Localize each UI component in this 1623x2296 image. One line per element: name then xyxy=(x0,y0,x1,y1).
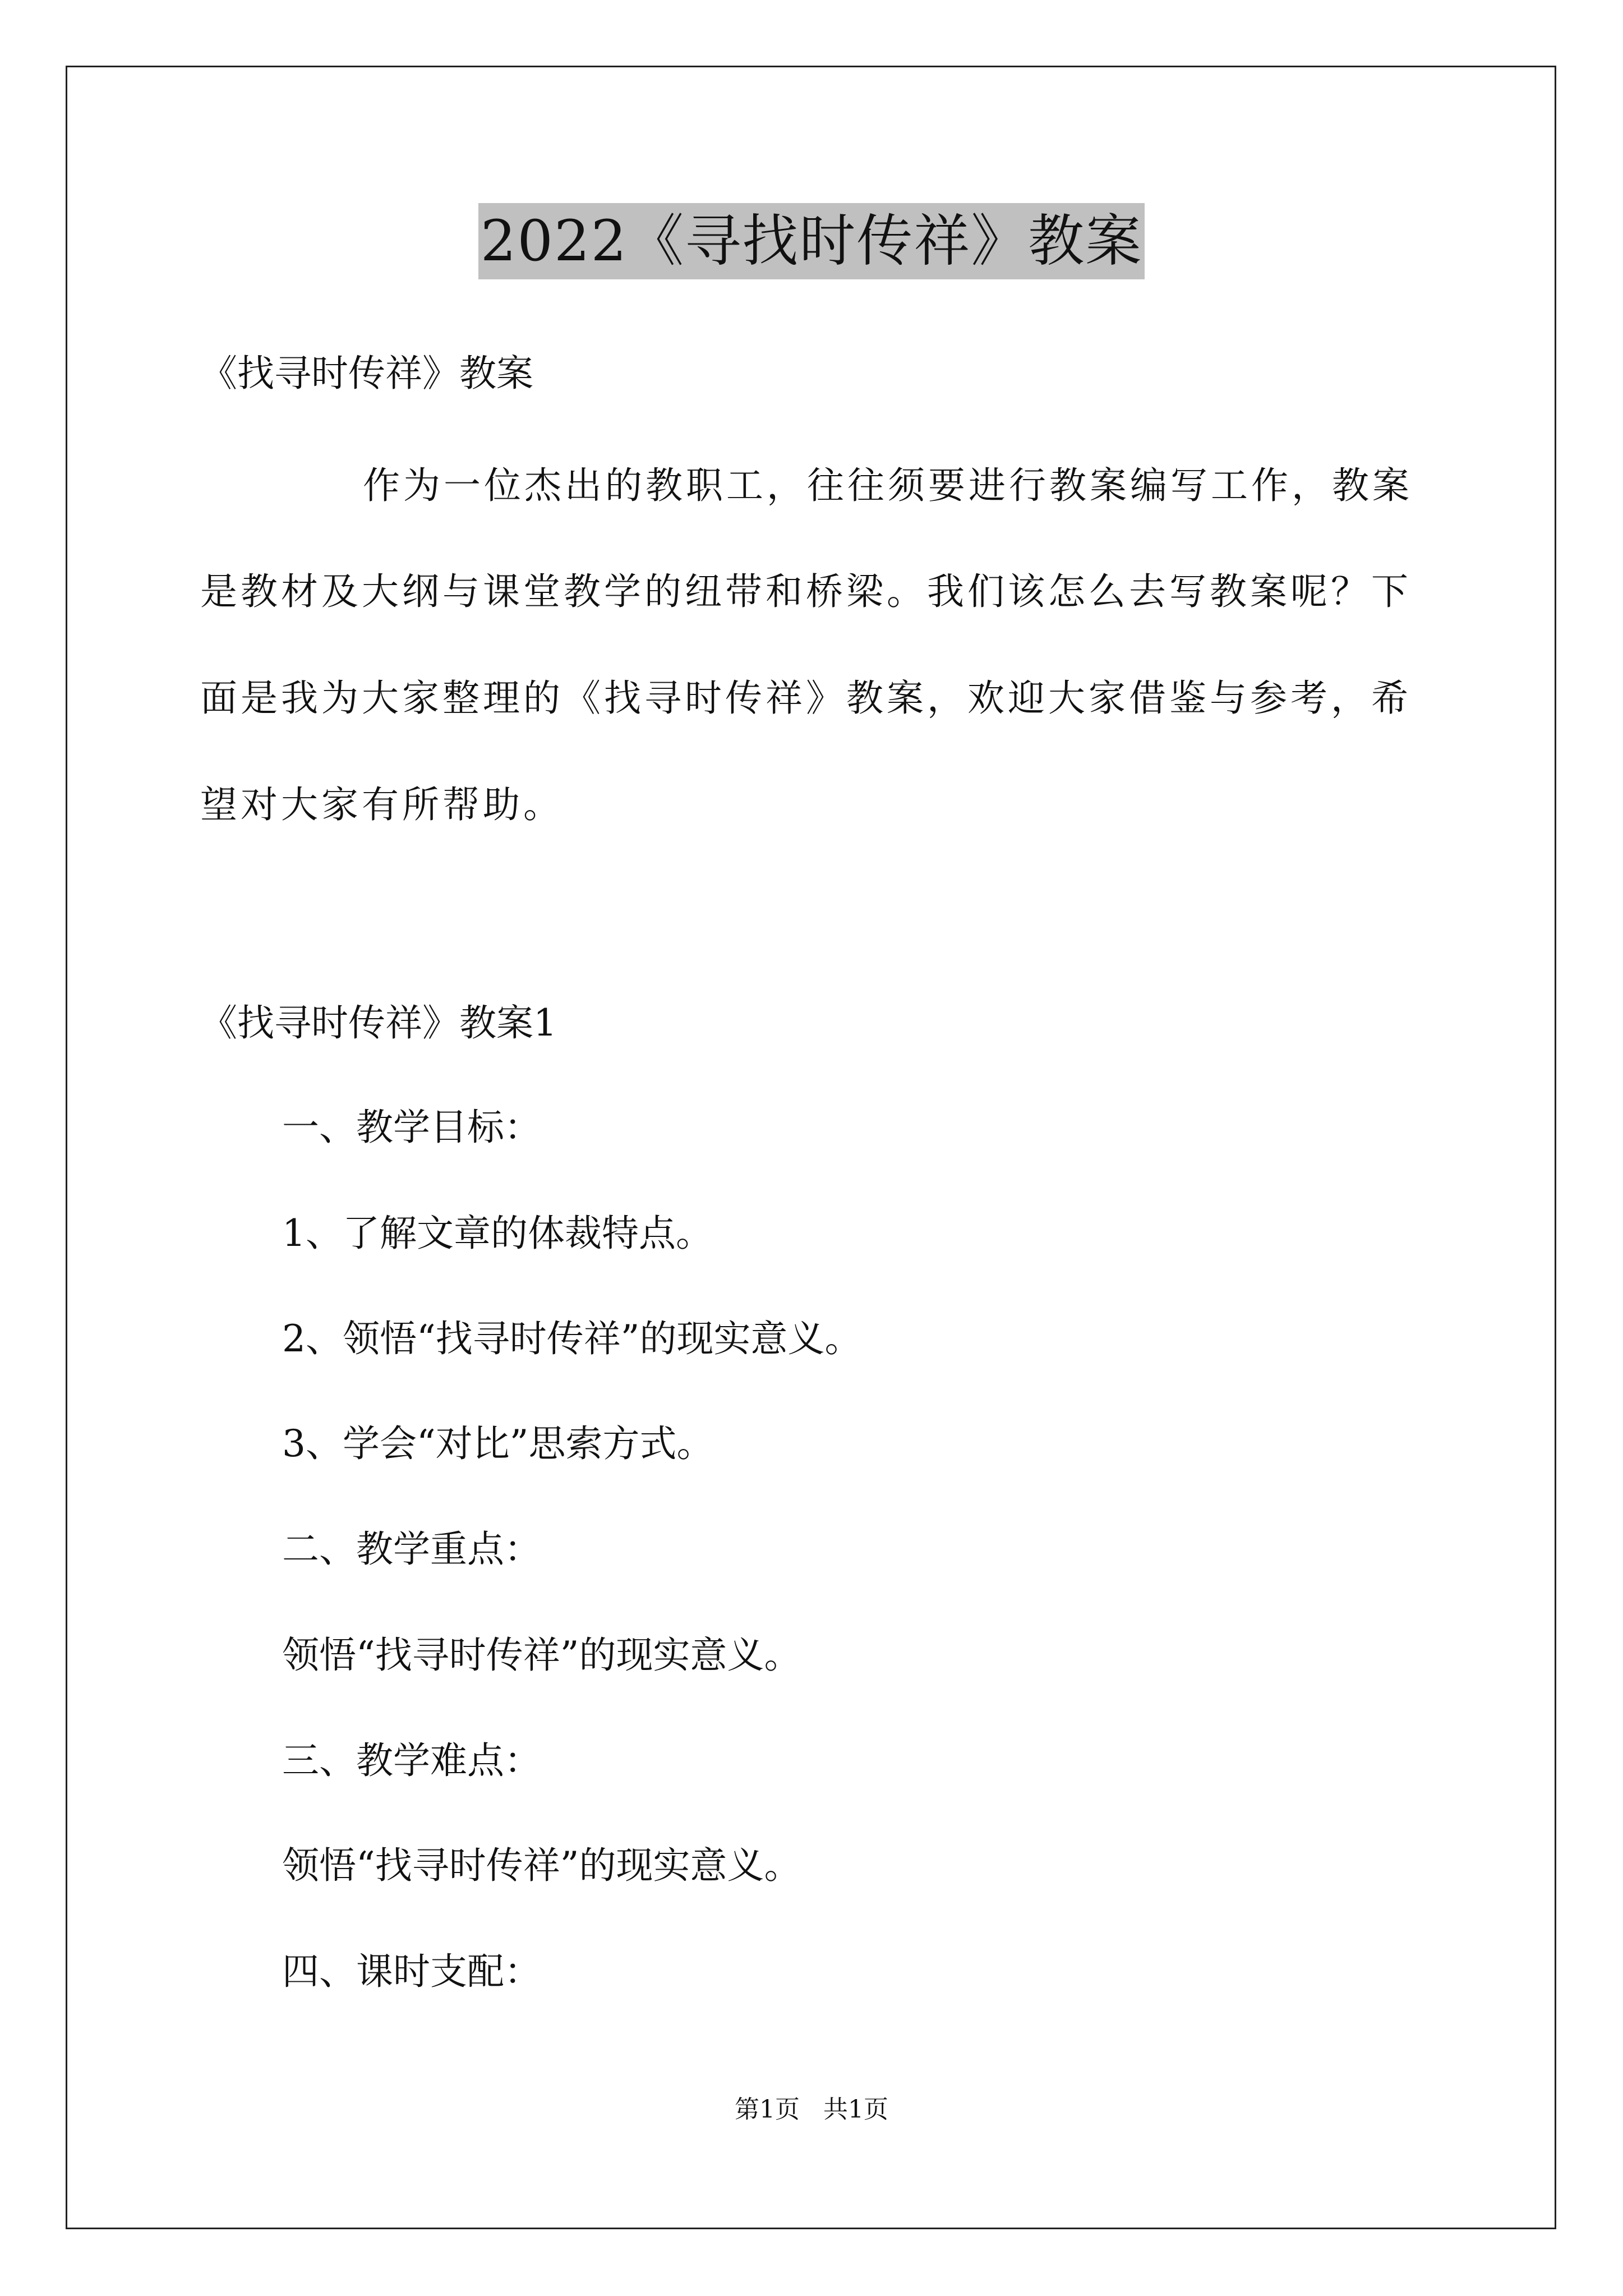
key-point-text: 领悟“找寻时传祥”的现实意义。 xyxy=(282,1634,801,1677)
objectives-heading: 一、教学目标： xyxy=(282,1106,541,1149)
difficulty-text: 领悟“找寻时传祥”的现实意义。 xyxy=(282,1844,801,1887)
intro-line-1: 作为一位杰出的教职工，往往须要进行教案编写工作，教案 xyxy=(363,464,1413,507)
objective-item-3: 3、学会“对比”思索方式。 xyxy=(282,1422,714,1465)
title-container xyxy=(0,203,1623,279)
schedule-heading: 四、课时支配： xyxy=(282,1950,541,1993)
intro-line-4: 望对大家有所帮助。 xyxy=(200,783,564,826)
section-heading: 《找寻时传祥》教案1 xyxy=(200,1001,557,1045)
objective-item-1: 1、了解文章的体裁特点。 xyxy=(282,1212,713,1255)
objective-item-2: 2、领悟“找寻时传祥”的现实意义。 xyxy=(282,1317,862,1360)
key-point-heading: 二、教学重点： xyxy=(282,1527,541,1571)
page-footer: 第1页 共1页 xyxy=(735,2095,888,2124)
intro-line-2: 是教材及大纲与课堂教学的纽带和桥梁。我们该怎么去写教案呢？下 xyxy=(200,570,1412,613)
intro-line-3: 面是我为大家整理的《找寻时传祥》教案，欢迎大家借鉴与参考，希 xyxy=(200,677,1412,720)
document-title: 2022《寻找时传祥》教案 xyxy=(478,203,1145,279)
difficulty-heading: 三、教学难点： xyxy=(282,1739,541,1782)
document-subtitle: 《找寻时传祥》教案 xyxy=(200,352,533,395)
